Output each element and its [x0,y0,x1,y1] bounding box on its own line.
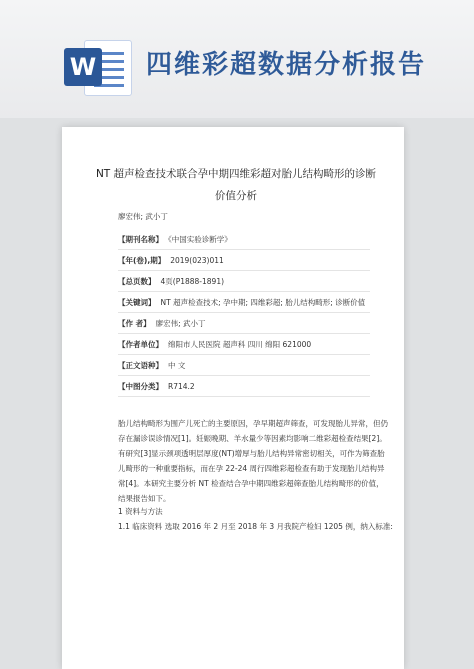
field-author: 【作 者】 廖宏伟; 武小丁 [118,314,370,334]
body-text-line: 胎儿结构畸形为围产儿死亡的主要原因，孕早期超声筛查，可发现胎儿异常，但仍 [118,419,388,428]
section-heading: 1 资料与方法 [118,507,163,516]
field-year-issue: 【年(卷),期】 2019(023)011 [118,251,370,271]
body-text-line: 有研究[3]显示颈项透明层厚度(NT)增厚与胎儿结构异常密切相关，可作为筛查胎 [118,449,385,458]
document-title-line-2: 价值分析 [215,190,257,202]
body-text-line: 1.1 临床资料 选取 2016 年 2 月至 2018 年 3 月我院产检妇 1205 例，纳入标准: [118,522,393,531]
field-affiliation: 【作者单位】 绵阳市人民医院 超声科 四川 绵阳 621000 [118,335,370,355]
body-text-line: 常[4]。本研究主要分析 NT 检查结合孕中期四维彩超筛查胎儿结构畸形的价值， [118,479,384,488]
body-text-line: 儿畸形的一种重要指标，而在孕 22-24 周行四维彩超检查有助于发现胎儿结构异 [118,464,385,473]
field-keywords: 【关键词】 NT 超声检查技术; 孕中期; 四维彩超; 胎儿结构畸形; 诊断价值 [118,293,370,313]
document-page [62,127,404,669]
field-classification: 【中图分类】 R714.2 [118,377,370,397]
document-title-line-1: NT 超声检查技术联合孕中期四维彩超对胎儿结构畸形的诊断 [95,168,377,180]
word-logo-letter: W [64,48,102,86]
word-document-icon [64,36,130,98]
document-authors: 廖宏伟; 武小丁 [118,212,168,221]
page-title: 四维彩超数据分析报告 [146,50,427,80]
header-banner [0,0,474,118]
body-text-line: 存在漏诊误诊情况[1]。妊娠晚期、羊水量少等因素均影响二维彩超检查结果[2]。 [118,434,387,443]
field-language: 【正文语种】 中 文 [118,356,370,376]
field-journal: 【期刊名称】 《中国实验诊断学》 [118,230,370,250]
body-text-line: 结果报告如下。 [118,494,171,503]
field-pages: 【总页数】 4页(P1888-1891) [118,272,370,292]
